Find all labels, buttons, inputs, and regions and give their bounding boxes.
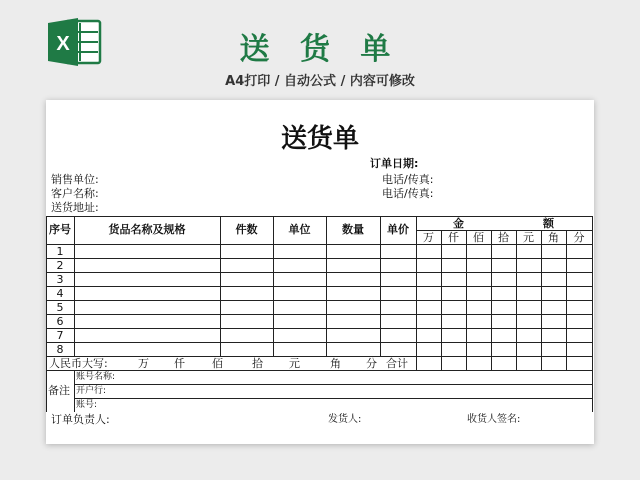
- header-seq: 序号: [49, 223, 71, 236]
- address-label: 送货地址:: [51, 201, 99, 214]
- rmb-unit: 角: [330, 357, 341, 370]
- rmb-unit: 元: [289, 357, 300, 370]
- phone-fax-label-2: 电话/传真:: [382, 187, 434, 200]
- account-name-label: 账号名称:: [76, 372, 116, 382]
- digit-header: 角: [548, 231, 559, 244]
- header-unit: 单位: [288, 223, 311, 236]
- rmb-uppercase-label: 人民币大写:: [49, 357, 108, 370]
- header-amount-char-2: 额: [543, 217, 554, 230]
- row-number: 1: [56, 245, 64, 258]
- digit-header: 佰: [473, 231, 484, 244]
- banner-subtitle: A4打印 / 自动公式 / 内容可修改: [225, 74, 415, 89]
- header-quantity: 数量: [342, 223, 364, 236]
- header-price: 单价: [387, 223, 409, 236]
- row-number: 4: [56, 287, 64, 300]
- customer-label: 客户名称:: [51, 187, 99, 200]
- header-amount-char-1: 金: [453, 217, 464, 230]
- row-number: 6: [56, 315, 64, 328]
- header-product: 货品名称及规格: [108, 223, 186, 236]
- total-label: 合计: [386, 357, 408, 370]
- row-number: 8: [56, 343, 64, 356]
- row-number: 2: [56, 259, 64, 272]
- order-date-label: 订单日期:: [370, 157, 419, 170]
- rmb-unit: 拾: [252, 357, 263, 370]
- header-pieces: 件数: [235, 223, 258, 236]
- template-banner: [0, 0, 640, 100]
- seller-label: 销售单位:: [51, 173, 99, 186]
- excel-letter: X: [56, 33, 70, 55]
- receiver-signature-label: 收货人签名:: [467, 414, 521, 425]
- row-number: 3: [56, 273, 64, 286]
- row-number: 5: [56, 301, 64, 314]
- bank-label: 开户行:: [76, 386, 107, 396]
- row-number: 7: [56, 329, 64, 342]
- rmb-unit: 万: [138, 357, 149, 370]
- delivery-note-sheet: [46, 100, 594, 444]
- digit-header: 拾: [498, 231, 509, 244]
- digit-header: 万: [423, 231, 434, 244]
- order-responsible-label: 订单负责人:: [51, 413, 110, 426]
- digit-header: 元: [523, 231, 534, 244]
- document-title: 送货单: [280, 124, 359, 154]
- banner-title: 送 货 单: [239, 32, 401, 67]
- rmb-unit: 佰: [212, 357, 223, 370]
- table-gridlines: [46, 216, 594, 412]
- rmb-unit: 仟: [174, 357, 185, 370]
- rmb-unit: 分: [366, 357, 377, 370]
- account-number-label: 账号:: [76, 400, 98, 410]
- digit-header: 仟: [448, 231, 459, 244]
- shipper-label: 发货人:: [328, 414, 362, 425]
- remark-label: 备注: [48, 384, 70, 397]
- digit-header: 分: [573, 231, 585, 244]
- phone-fax-label-1: 电话/传真:: [382, 173, 434, 186]
